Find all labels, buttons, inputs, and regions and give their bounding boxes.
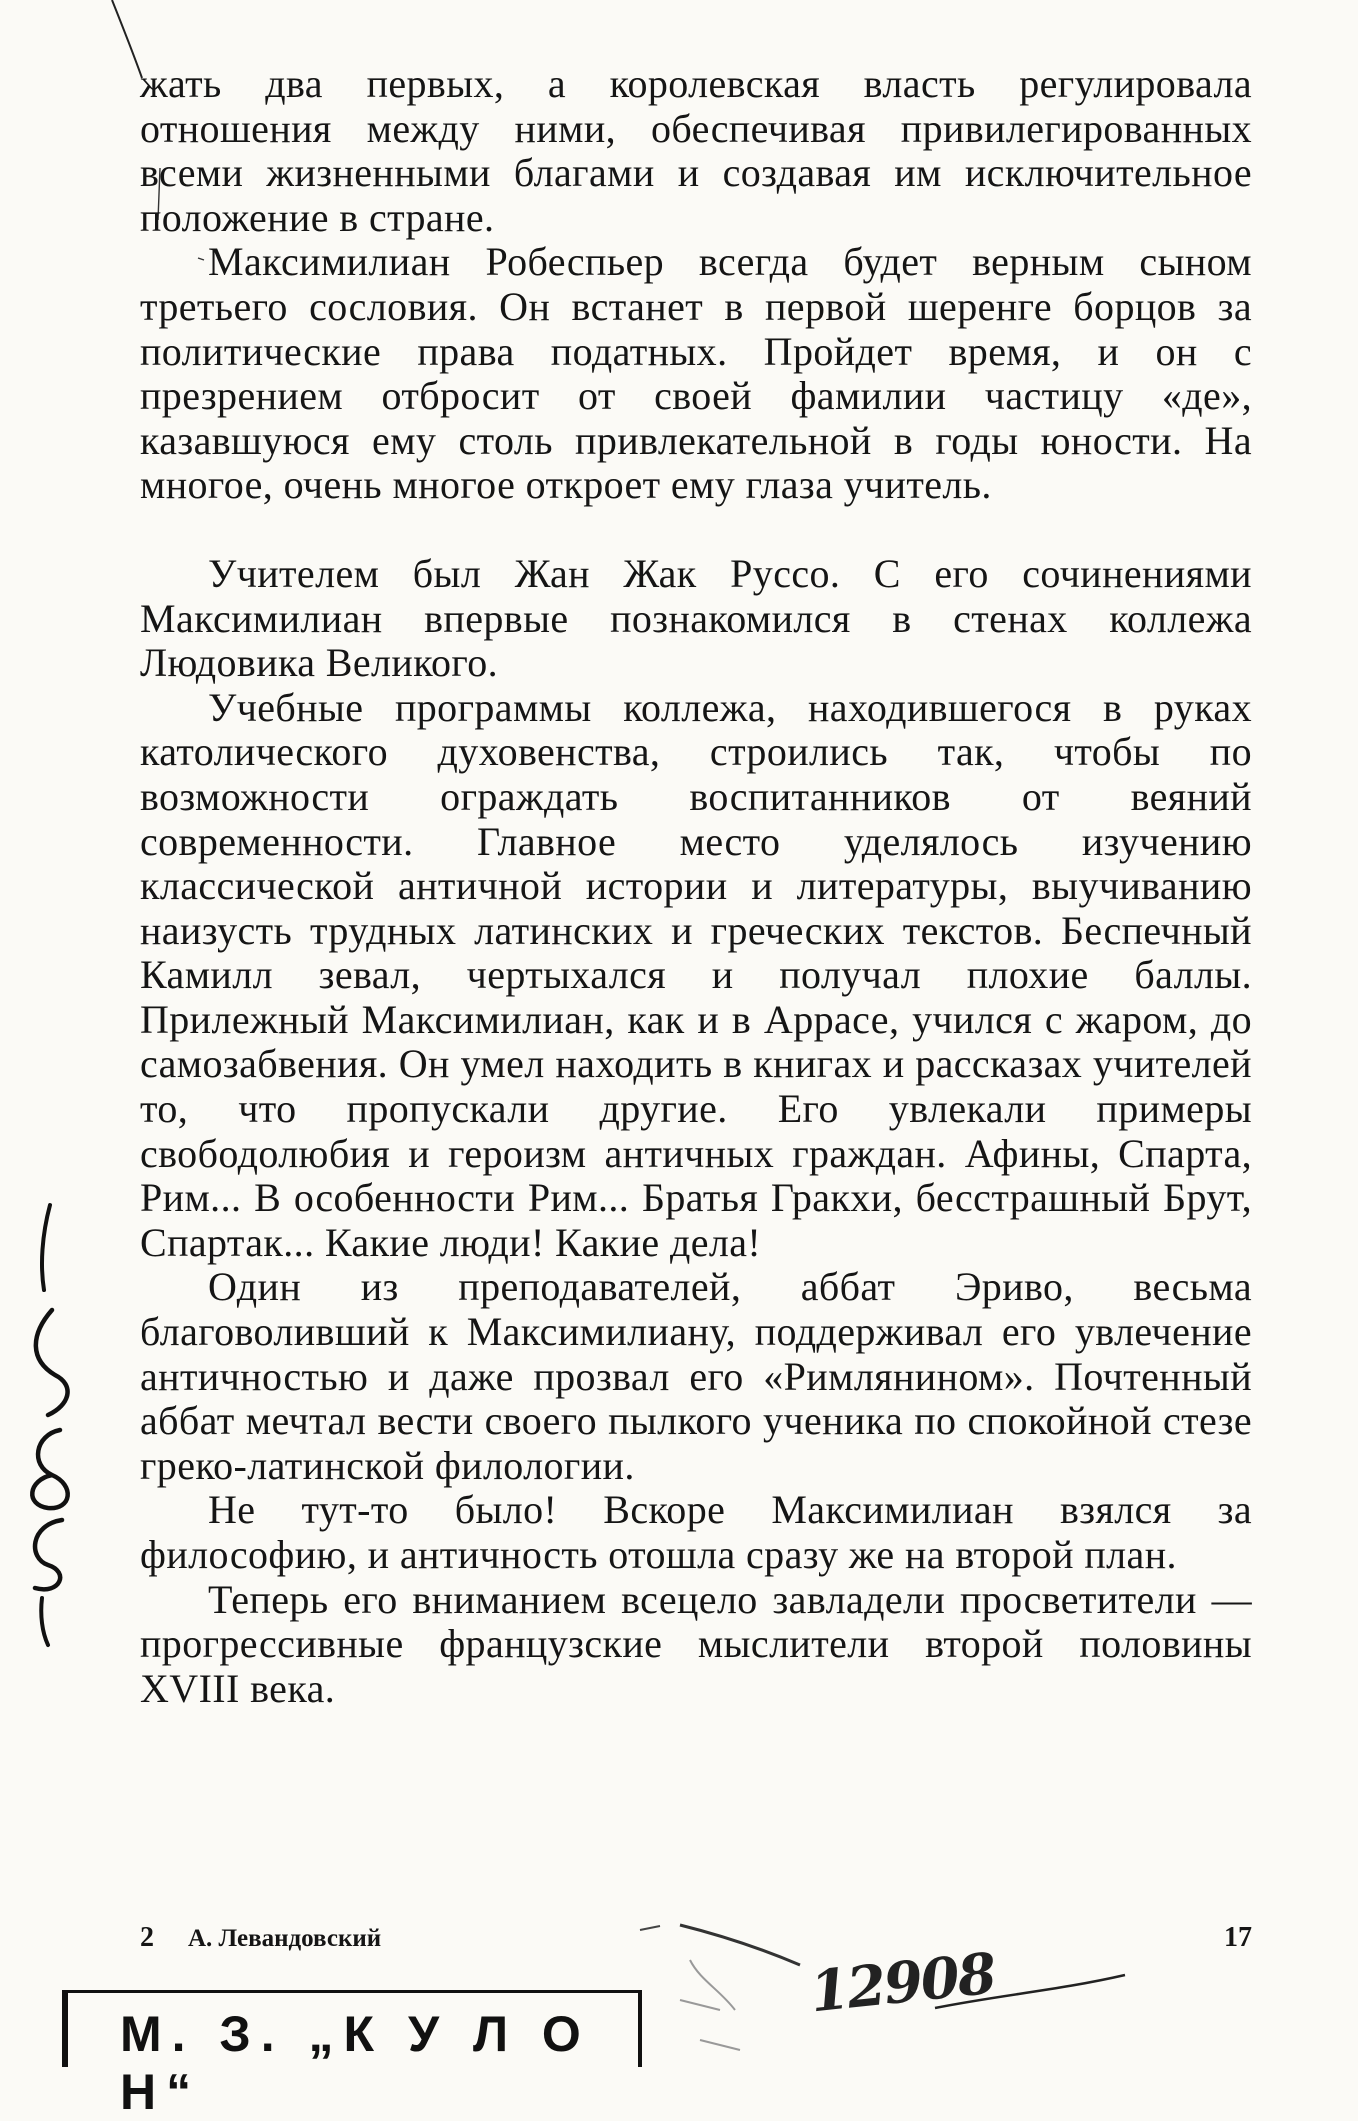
paragraph-5: Один из преподавателей, аббат Эриво, весьма благоволивший к Максимилиану, поддерживал его увлечение античностью и даже прозвал его «Римлянином». Почтенный аббат мечтал вести своего пылкого ученика по спокойной стезе греко-латинской филологии.: [140, 1264, 1252, 1488]
handwritten-margin-note: [0, 1190, 90, 1650]
signature-mark: 2: [140, 1922, 154, 1953]
handwritten-inventory-number: 12908: [807, 1940, 998, 2026]
page-body: [140, 62, 1252, 1711]
paragraph-4: Учебные программы коллежа, находившегося в руках католического духовенства, строились так, чтобы по возможности ограждать воспитанников от веяний современности. Главное место уделялось изучению классической античной истории и литературы, выучиванию наизусть трудных латинских и греческих текстов. Беспечный Камилл зевал, чертыхался и получал плохие баллы. Прилежный Максимилиан, как и в Аррасе, учился с жаром, до самозабвения. Он умел находить в книгах и рассказах учителей то, что пропускали другие. Его увлекали примеры свободолюбия и героизм античных граждан. Афины, Спарта, Рим... В особенности Рим... Братья Гракхи, бесстрашный Брут, Спартак... Какие люди! Какие дела!: [140, 684, 1252, 1265]
library-stamp: [62, 1990, 642, 2120]
page-number: 17: [1224, 1922, 1252, 1953]
page-footer: [140, 1922, 1252, 1962]
paragraph-2: Максимилиан Робеспьер всегда будет верным сыном третьего сословия. Он встанет в первой шеренге борцов за политические права податных. Пройдет время, и он с презрением отбросит от своей фамилии частицу «де», казавшуюся ему столь привлекательной в годы юности. На многое, очень многое откроет ему глаза учитель.: [140, 239, 1252, 508]
signature-author: А. Левандовский: [188, 1925, 382, 1952]
paragraph-7: Теперь его вниманием всецело завладели просветители — прогрессивные французские мыслители второй половины XVIII века.: [140, 1576, 1252, 1711]
stamp-text: М. З. „К У Л О Н“: [120, 2006, 591, 2120]
paragraph-1: жать два первых, а королевская власть регулировала отношения между ними, обеспечивая привилегированных всеми жизненными благами и создавая им исключительное положение в стране.: [140, 61, 1252, 240]
paragraph-3: Учителем был Жан Жак Руссо. С его сочинениями Максимилиан впервые познакомился в стенах коллежа Людовика Великого.: [140, 550, 1252, 686]
paragraph-6: Не тут-то было! Вскоре Максимилиан взялся за философию, и античность отошла сразу же на второй план.: [140, 1487, 1252, 1577]
